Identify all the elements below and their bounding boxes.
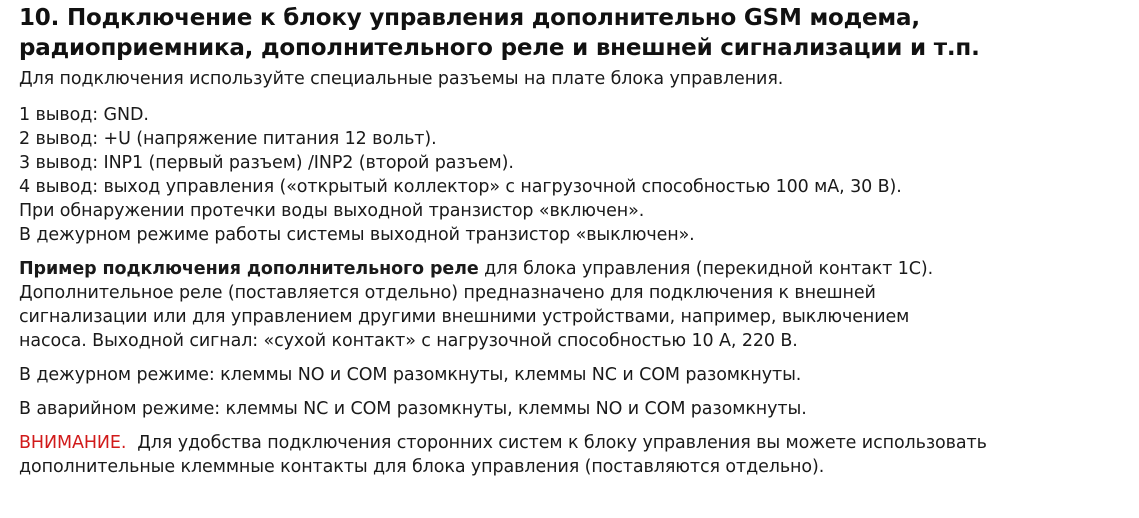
document-page — [19, 0, 1129, 479]
warning-label: ВНИМАНИЕ. — [19, 433, 127, 453]
relay-bold-lead: Пример подключения дополнительного реле — [19, 259, 479, 279]
intro-paragraph: Для подключения используйте специальные разъемы на плате блока управления. — [19, 69, 784, 89]
pin-3-text: 3 вывод: INP1 (первый разъем) /INP2 (второй разъем). — [19, 153, 514, 173]
standby-mode-paragraph: В дежурном режиме: клеммы NO и COM разомкнуты, клеммы NC и COM разомкнуты. — [19, 365, 802, 385]
section-heading — [19, 0, 1129, 63]
relay-paragraph — [19, 257, 1129, 353]
pin-1-text: 1 вывод: GND. — [19, 105, 149, 125]
alarm-mode-paragraph: В аварийном режиме: клеммы NC и COM разомкнуты, клеммы NO и COM разомкнуты. — [19, 399, 807, 419]
section-heading-line-1: 10. Подключение к блоку управления дополнительно GSM модема, — [19, 5, 920, 31]
pin-4-text: 4 вывод: выход управления («открытый коллектор» с нагрузочной способностью 100 мА, 30 В). — [19, 177, 902, 197]
section-heading-line-2: радиоприемника, дополнительного реле и внешней сигнализации и т.п. — [19, 35, 980, 61]
warning-text-1: Для удобства подключения сторонних систем к блоку управления вы можете использовать — [126, 433, 987, 453]
relay-lead-line — [19, 257, 1129, 281]
relay-line-1: Дополнительное реле (поставляется отдельно) предназначено для подключения к внешней — [19, 283, 876, 303]
leak-detected-text: При обнаружении протечки воды выходной транзистор «включен». — [19, 201, 645, 221]
relay-lead-rest: для блока управления (перекидной контакт 1С). — [478, 259, 934, 279]
relay-line-3: насоса. Выходной сигнал: «сухой контакт» с нагрузочной способностью 10 А, 220 В. — [19, 331, 798, 351]
relay-line-2: сигнализации или для управлением другими внешними устройствами, например, выключением — [19, 307, 910, 327]
pin-list — [19, 103, 1129, 247]
warning-line-1 — [19, 431, 1129, 455]
standby-transistor-text: В дежурном режиме работы системы выходной транзистор «выключен». — [19, 225, 695, 245]
warning-paragraph — [19, 431, 1129, 479]
warning-line-2: дополнительные клеммные контакты для блока управления (поставляются отдельно). — [19, 457, 825, 477]
pin-2-text: 2 вывод: +U (напряжение питания 12 вольт). — [19, 129, 437, 149]
